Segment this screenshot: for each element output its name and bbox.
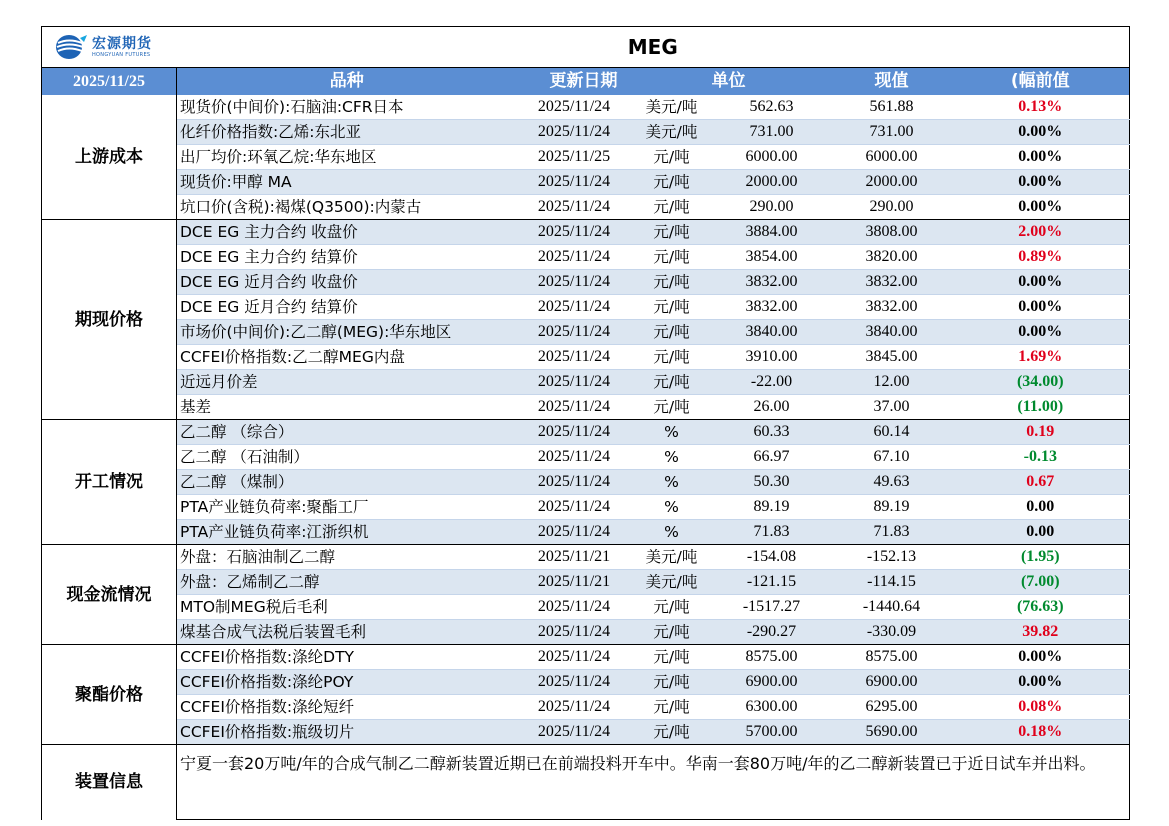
current-value: 6300.00	[712, 695, 832, 720]
change-value: 0.00	[952, 520, 1130, 545]
item-name: CCFEI价格指数:瓶级切片	[177, 720, 517, 745]
unit: %	[632, 445, 712, 470]
update-date: 2025/11/24	[517, 370, 632, 395]
item-name: DCE EG 主力合约 收盘价	[177, 220, 517, 245]
update-date: 2025/11/24	[517, 295, 632, 320]
previous-value: 290.00	[832, 195, 952, 220]
unit: 美元/吨	[632, 95, 712, 120]
hongyuan-logo-icon	[54, 34, 88, 60]
table-row	[42, 720, 1130, 745]
group-label: 聚酯价格	[42, 645, 177, 745]
current-value: 3832.00	[712, 295, 832, 320]
change-value: 0.00%	[952, 670, 1130, 695]
unit: %	[632, 420, 712, 445]
change-value: 1.69%	[952, 345, 1130, 370]
current-value: 6900.00	[712, 670, 832, 695]
update-date: 2025/11/24	[517, 195, 632, 220]
item-name: MTO制MEG税后毛利	[177, 595, 517, 620]
change-value: 0.00%	[952, 270, 1130, 295]
unit: 元/吨	[632, 270, 712, 295]
item-name: CCFEI价格指数:涤纶DTY	[177, 645, 517, 670]
unit: 美元/吨	[632, 570, 712, 595]
change-value: 0.18%	[952, 720, 1130, 745]
table-row	[42, 245, 1130, 270]
plant-info-row	[42, 745, 1130, 820]
current-value: 3884.00	[712, 220, 832, 245]
change-value: -0.13	[952, 445, 1130, 470]
update-date: 2025/11/24	[517, 445, 632, 470]
table-row	[42, 195, 1130, 220]
table-row	[42, 495, 1130, 520]
update-date: 2025/11/24	[517, 670, 632, 695]
previous-value: 3808.00	[832, 220, 952, 245]
update-date: 2025/11/24	[517, 720, 632, 745]
logo-english-name: HONGYUAN FUTURES	[92, 51, 151, 58]
change-value: 2.00%	[952, 220, 1130, 245]
change-value: 0.00%	[952, 320, 1130, 345]
update-date: 2025/11/24	[517, 420, 632, 445]
previous-value: -330.09	[832, 620, 952, 645]
item-name: PTA产业链负荷率:聚酯工厂	[177, 495, 517, 520]
item-name: 出厂均价:环氧乙烷:华东地区	[177, 145, 517, 170]
previous-value: -114.15	[832, 570, 952, 595]
update-date: 2025/11/21	[517, 545, 632, 570]
update-date: 2025/11/24	[517, 95, 632, 120]
current-value: -22.00	[712, 370, 832, 395]
header-update-date: 更新日期	[517, 68, 712, 96]
page-title: MEG	[177, 27, 1130, 68]
group-label: 现金流情况	[42, 545, 177, 645]
unit: 元/吨	[632, 245, 712, 270]
info-text: 宁夏一套20万吨/年的合成气制乙二醇新装置近期已在前端投料开车中。华南一套80万吨/年的乙二醇新装置已于近日试车并出料。	[177, 745, 1130, 820]
unit: 元/吨	[632, 720, 712, 745]
unit: 元/吨	[632, 320, 712, 345]
table-row	[42, 470, 1130, 495]
unit: 元/吨	[632, 170, 712, 195]
item-name: 现货价:甲醇 MA	[177, 170, 517, 195]
header-current: 现值	[832, 68, 952, 96]
change-value: 0.00%	[952, 295, 1130, 320]
table-row	[42, 170, 1130, 195]
previous-value: 60.14	[832, 420, 952, 445]
update-date: 2025/11/24	[517, 170, 632, 195]
change-value: (7.00)	[952, 570, 1130, 595]
header-unit: 单位	[712, 68, 832, 96]
current-value: 50.30	[712, 470, 832, 495]
previous-value: 3832.00	[832, 295, 952, 320]
unit: 元/吨	[632, 620, 712, 645]
change-value: 0.00%	[952, 145, 1130, 170]
unit: 元/吨	[632, 345, 712, 370]
update-date: 2025/11/24	[517, 395, 632, 420]
current-value: 562.63	[712, 95, 832, 120]
current-value: -121.15	[712, 570, 832, 595]
current-value: 290.00	[712, 195, 832, 220]
table-row	[42, 220, 1130, 245]
change-value: (11.00)	[952, 395, 1130, 420]
meg-data-table	[41, 26, 1130, 820]
item-name: 乙二醇 （石油制）	[177, 445, 517, 470]
item-name: DCE EG 近月合约 结算价	[177, 295, 517, 320]
item-name: 煤基合成气法税后装置毛利	[177, 620, 517, 645]
current-value: 731.00	[712, 120, 832, 145]
company-logo	[42, 27, 177, 67]
update-date: 2025/11/24	[517, 645, 632, 670]
current-value: 66.97	[712, 445, 832, 470]
meg-daily-sheet	[41, 26, 1129, 820]
table-row	[42, 95, 1130, 120]
change-value: 0.00%	[952, 120, 1130, 145]
item-name: 外盘：石脑油制乙二醇	[177, 545, 517, 570]
change-value: 0.89%	[952, 245, 1130, 270]
previous-value: 6900.00	[832, 670, 952, 695]
change-value: 0.08%	[952, 695, 1130, 720]
logo-cell	[42, 27, 177, 68]
table-row	[42, 270, 1130, 295]
previous-value: 2000.00	[832, 170, 952, 195]
previous-value: 89.19	[832, 495, 952, 520]
change-value: (34.00)	[952, 370, 1130, 395]
item-name: CCFEI价格指数:乙二醇MEG内盘	[177, 345, 517, 370]
unit: %	[632, 470, 712, 495]
table-row	[42, 520, 1130, 545]
previous-value: 3820.00	[832, 245, 952, 270]
item-name: CCFEI价格指数:涤纶短纤	[177, 695, 517, 720]
current-value: 2000.00	[712, 170, 832, 195]
table-row	[42, 620, 1130, 645]
table-row	[42, 395, 1130, 420]
item-name: 乙二醇 （综合）	[177, 420, 517, 445]
change-value: 0.00%	[952, 195, 1130, 220]
previous-value: 3840.00	[832, 320, 952, 345]
table-row	[42, 295, 1130, 320]
table-row	[42, 420, 1130, 445]
current-value: -154.08	[712, 545, 832, 570]
previous-value: -152.13	[832, 545, 952, 570]
change-value: 0.13%	[952, 95, 1130, 120]
previous-value: 731.00	[832, 120, 952, 145]
current-value: 3832.00	[712, 270, 832, 295]
item-name: 外盘：乙烯制乙二醇	[177, 570, 517, 595]
previous-value: 5690.00	[832, 720, 952, 745]
change-value: 0.00%	[952, 645, 1130, 670]
header-change: (幅前值	[952, 68, 1130, 96]
current-value: 3854.00	[712, 245, 832, 270]
change-value: (76.63)	[952, 595, 1130, 620]
update-date: 2025/11/25	[517, 145, 632, 170]
change-value: 0.00%	[952, 170, 1130, 195]
update-date: 2025/11/24	[517, 345, 632, 370]
table-row	[42, 370, 1130, 395]
item-name: 近远月价差	[177, 370, 517, 395]
current-value: 71.83	[712, 520, 832, 545]
previous-value: 6000.00	[832, 145, 952, 170]
previous-value: 3845.00	[832, 345, 952, 370]
unit: 元/吨	[632, 370, 712, 395]
unit: %	[632, 520, 712, 545]
unit: 元/吨	[632, 595, 712, 620]
unit: 元/吨	[632, 395, 712, 420]
unit: 美元/吨	[632, 120, 712, 145]
unit: 元/吨	[632, 645, 712, 670]
update-date: 2025/11/24	[517, 620, 632, 645]
update-date: 2025/11/24	[517, 220, 632, 245]
change-value: 0.67	[952, 470, 1130, 495]
item-name: 坑口价(含税):褐煤(Q3500):内蒙古	[177, 195, 517, 220]
update-date: 2025/11/24	[517, 695, 632, 720]
previous-value: 6295.00	[832, 695, 952, 720]
update-date: 2025/11/21	[517, 570, 632, 595]
current-value: 5700.00	[712, 720, 832, 745]
previous-value: 37.00	[832, 395, 952, 420]
item-name: 化纤价格指数:乙烯:东北亚	[177, 120, 517, 145]
previous-value: 49.63	[832, 470, 952, 495]
item-name: DCE EG 主力合约 结算价	[177, 245, 517, 270]
change-value: 0.00	[952, 495, 1130, 520]
previous-value: -1440.64	[832, 595, 952, 620]
change-value: 0.19	[952, 420, 1130, 445]
info-label: 装置信息	[42, 745, 177, 820]
item-name: CCFEI价格指数:涤纶POY	[177, 670, 517, 695]
table-header-row	[42, 68, 1130, 96]
table-row	[42, 145, 1130, 170]
item-name: 基差	[177, 395, 517, 420]
update-date: 2025/11/24	[517, 520, 632, 545]
previous-value: 67.10	[832, 445, 952, 470]
current-value: 3910.00	[712, 345, 832, 370]
table-row	[42, 570, 1130, 595]
item-name: 现货价(中间价):石脑油:CFR日本	[177, 95, 517, 120]
table-row	[42, 645, 1130, 670]
table-row	[42, 320, 1130, 345]
previous-value: 12.00	[832, 370, 952, 395]
unit: 元/吨	[632, 145, 712, 170]
group-label: 期现价格	[42, 220, 177, 420]
unit: 美元/吨	[632, 545, 712, 570]
logo-chinese-name: 宏源期货	[92, 35, 152, 52]
current-value: 60.33	[712, 420, 832, 445]
previous-value: 3832.00	[832, 270, 952, 295]
unit: 元/吨	[632, 295, 712, 320]
header-name: 品种	[177, 68, 517, 96]
update-date: 2025/11/24	[517, 495, 632, 520]
item-name: PTA产业链负荷率:江浙织机	[177, 520, 517, 545]
report-date: 2025/11/25	[42, 68, 177, 96]
update-date: 2025/11/24	[517, 470, 632, 495]
unit: 元/吨	[632, 670, 712, 695]
table-row	[42, 595, 1130, 620]
title-row	[42, 27, 1130, 68]
current-value: 26.00	[712, 395, 832, 420]
table-row	[42, 545, 1130, 570]
update-date: 2025/11/24	[517, 245, 632, 270]
unit: 元/吨	[632, 195, 712, 220]
table-row	[42, 345, 1130, 370]
change-value: (1.95)	[952, 545, 1130, 570]
item-name: 市场价(中间价):乙二醇(MEG):华东地区	[177, 320, 517, 345]
unit: 元/吨	[632, 695, 712, 720]
update-date: 2025/11/24	[517, 320, 632, 345]
update-date: 2025/11/24	[517, 120, 632, 145]
update-date: 2025/11/24	[517, 270, 632, 295]
update-date: 2025/11/24	[517, 595, 632, 620]
table-row	[42, 670, 1130, 695]
table-row	[42, 695, 1130, 720]
current-value: 8575.00	[712, 645, 832, 670]
current-value: 3840.00	[712, 320, 832, 345]
previous-value: 8575.00	[832, 645, 952, 670]
previous-value: 561.88	[832, 95, 952, 120]
change-value: 39.82	[952, 620, 1130, 645]
item-name: 乙二醇 （煤制）	[177, 470, 517, 495]
current-value: -1517.27	[712, 595, 832, 620]
table-row	[42, 120, 1130, 145]
current-value: 89.19	[712, 495, 832, 520]
unit: 元/吨	[632, 220, 712, 245]
previous-value: 71.83	[832, 520, 952, 545]
unit: %	[632, 495, 712, 520]
group-label: 上游成本	[42, 95, 177, 220]
item-name: DCE EG 近月合约 收盘价	[177, 270, 517, 295]
group-label: 开工情况	[42, 420, 177, 545]
table-row	[42, 445, 1130, 470]
current-value: -290.27	[712, 620, 832, 645]
current-value: 6000.00	[712, 145, 832, 170]
